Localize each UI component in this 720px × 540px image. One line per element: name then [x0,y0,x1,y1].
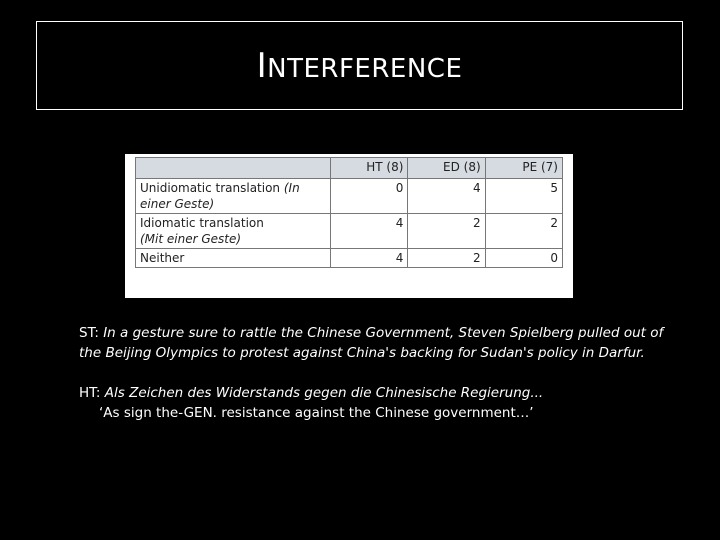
table-image-panel [125,154,573,298]
header-cell-pe: PE (7) [485,158,562,179]
cell-ed: 4 [408,179,485,214]
source-text-paragraph [79,323,679,363]
cell-pe: 5 [485,179,562,214]
table-row [136,179,563,214]
cell-pe: 0 [485,249,562,268]
cell-ed: 2 [408,249,485,268]
header-cell-ed: ED (8) [408,158,485,179]
cell-ed: 2 [408,214,485,249]
example-text-block [79,323,679,423]
header-cell-ht: HT (8) [331,158,408,179]
row-label [136,179,331,214]
source-text-prefix: ST: [79,325,104,341]
target-text-body: Als Zeichen des Widerstands gegen die Chinesische Regierung... [104,385,544,401]
title-initial: I [256,45,268,86]
cell-ht: 4 [331,249,408,268]
source-text-body: In a gesture sure to rattle the Chinese Government, Steven Spielberg pulled out of the Beijing Olympics to protest against China's backing for Sudan's policy in Darfur. [79,325,664,361]
target-text-prefix: HT: [79,385,105,401]
target-text-paragraph [79,383,679,423]
results-table [135,157,563,268]
cell-pe: 2 [485,214,562,249]
row-label-text: Idiomatic translation [140,216,264,230]
row-label-text: Unidiomatic translation [140,181,284,195]
header-cell-empty [136,158,331,179]
row-label-text: Neither [140,251,185,265]
target-text-gloss: ‘As sign the-GEN. resistance against the Chinese government…’ [99,405,534,421]
cell-ht: 0 [331,179,408,214]
slide-title [257,46,463,86]
title-frame [36,21,683,110]
table-row [136,214,563,249]
row-label [136,214,331,249]
row-label [136,249,331,268]
row-label-gloss: (Mit einer Geste) [140,232,242,246]
table-row [136,249,563,268]
table-header-row [136,158,563,179]
title-rest: NTERFERENCE [267,53,463,84]
row-label-gloss: (In einer Geste) [140,181,300,211]
cell-ht: 4 [331,214,408,249]
